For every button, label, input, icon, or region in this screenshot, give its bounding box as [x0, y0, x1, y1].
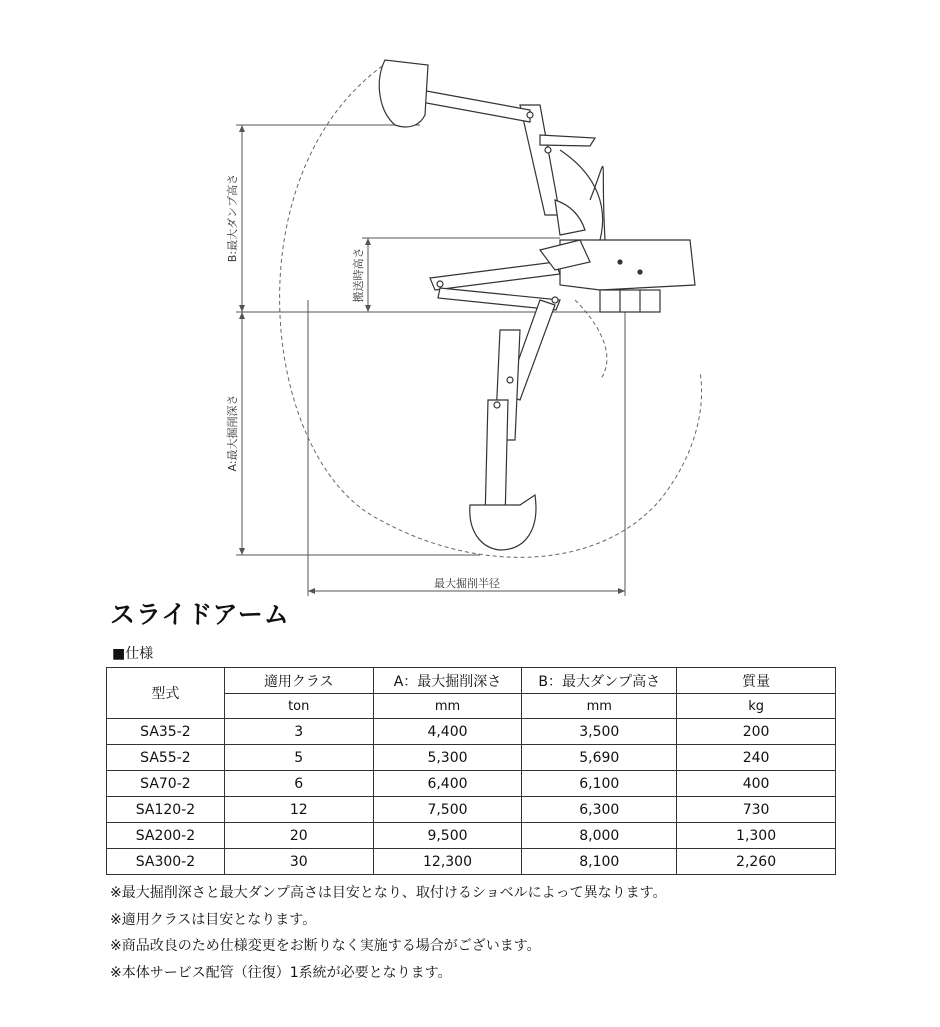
- cell-mass: 1,300: [677, 823, 836, 849]
- spec-subtitle: ■仕様: [112, 646, 154, 662]
- table-row: [107, 745, 836, 771]
- arm-lower-position: [470, 300, 555, 550]
- header-model: 型式: [107, 668, 225, 719]
- cell-model: SA70-2: [107, 771, 225, 797]
- cell-dump: 5,690: [522, 745, 677, 771]
- cell-mass: 240: [677, 745, 836, 771]
- cell-model: SA120-2: [107, 797, 225, 823]
- table-row: [107, 823, 836, 849]
- notes: [110, 880, 666, 986]
- page-title: スライドアーム: [110, 600, 290, 629]
- label-transport-height: 搬送時高さ: [352, 247, 365, 303]
- unit-mass: kg: [677, 694, 836, 719]
- spec-table: [106, 667, 836, 875]
- note-item: ※本体サービス配管（往復）1系統が必要となります。: [110, 964, 452, 981]
- cell-depth: 4,400: [373, 719, 522, 745]
- label-max-dig-radius: 最大掘削半径: [434, 577, 500, 590]
- header-dump: B：最大ダンプ高さ: [522, 668, 677, 694]
- cell-dump: 6,100: [522, 771, 677, 797]
- cell-depth: 12,300: [373, 849, 522, 875]
- cell-model: SA55-2: [107, 745, 225, 771]
- cell-depth: 9,500: [373, 823, 522, 849]
- cell-mass: 400: [677, 771, 836, 797]
- arm-upper-position: [379, 60, 595, 235]
- cell-model: SA200-2: [107, 823, 225, 849]
- unit-class: ton: [224, 694, 373, 719]
- table-row: [107, 719, 836, 745]
- cell-dump: 3,500: [522, 719, 677, 745]
- cell-class: 5: [224, 745, 373, 771]
- cell-model: SA300-2: [107, 849, 225, 875]
- cell-dump: 8,100: [522, 849, 677, 875]
- cell-class: 30: [224, 849, 373, 875]
- unit-dump: mm: [522, 694, 677, 719]
- dimension-lines: [236, 125, 625, 596]
- label-max-dig-depth: A:最大掘削深さ: [226, 394, 239, 472]
- header-class: 適用クラス: [224, 668, 373, 694]
- table-row: [107, 771, 836, 797]
- cell-class: 20: [224, 823, 373, 849]
- cell-depth: 6,400: [373, 771, 522, 797]
- cell-dump: 6,300: [522, 797, 677, 823]
- cell-class: 6: [224, 771, 373, 797]
- cell-mass: 730: [677, 797, 836, 823]
- header-depth: A：最大掘削深さ: [373, 668, 522, 694]
- cell-class: 3: [224, 719, 373, 745]
- cell-class: 12: [224, 797, 373, 823]
- cell-depth: 5,300: [373, 745, 522, 771]
- table-row: [107, 797, 836, 823]
- header-mass: 質量: [677, 668, 836, 694]
- unit-depth: mm: [373, 694, 522, 719]
- note-item: ※適用クラスは目安となります。: [110, 911, 317, 928]
- cell-mass: 200: [677, 719, 836, 745]
- note-item: ※商品改良のため仕様変更をお断りなく実施する場合がございます。: [110, 938, 541, 954]
- cell-depth: 7,500: [373, 797, 522, 823]
- label-max-dump-height: B:最大ダンプ高さ: [226, 173, 239, 263]
- table-row: [107, 849, 836, 875]
- dimension-arrows: [239, 125, 625, 594]
- note-item: ※最大掘削深さと最大ダンプ高さは目安となり、取付けるショベルによって異なります。: [110, 885, 667, 901]
- cell-model: SA35-2: [107, 719, 225, 745]
- cell-dump: 8,000: [522, 823, 677, 849]
- cell-mass: 2,260: [677, 849, 836, 875]
